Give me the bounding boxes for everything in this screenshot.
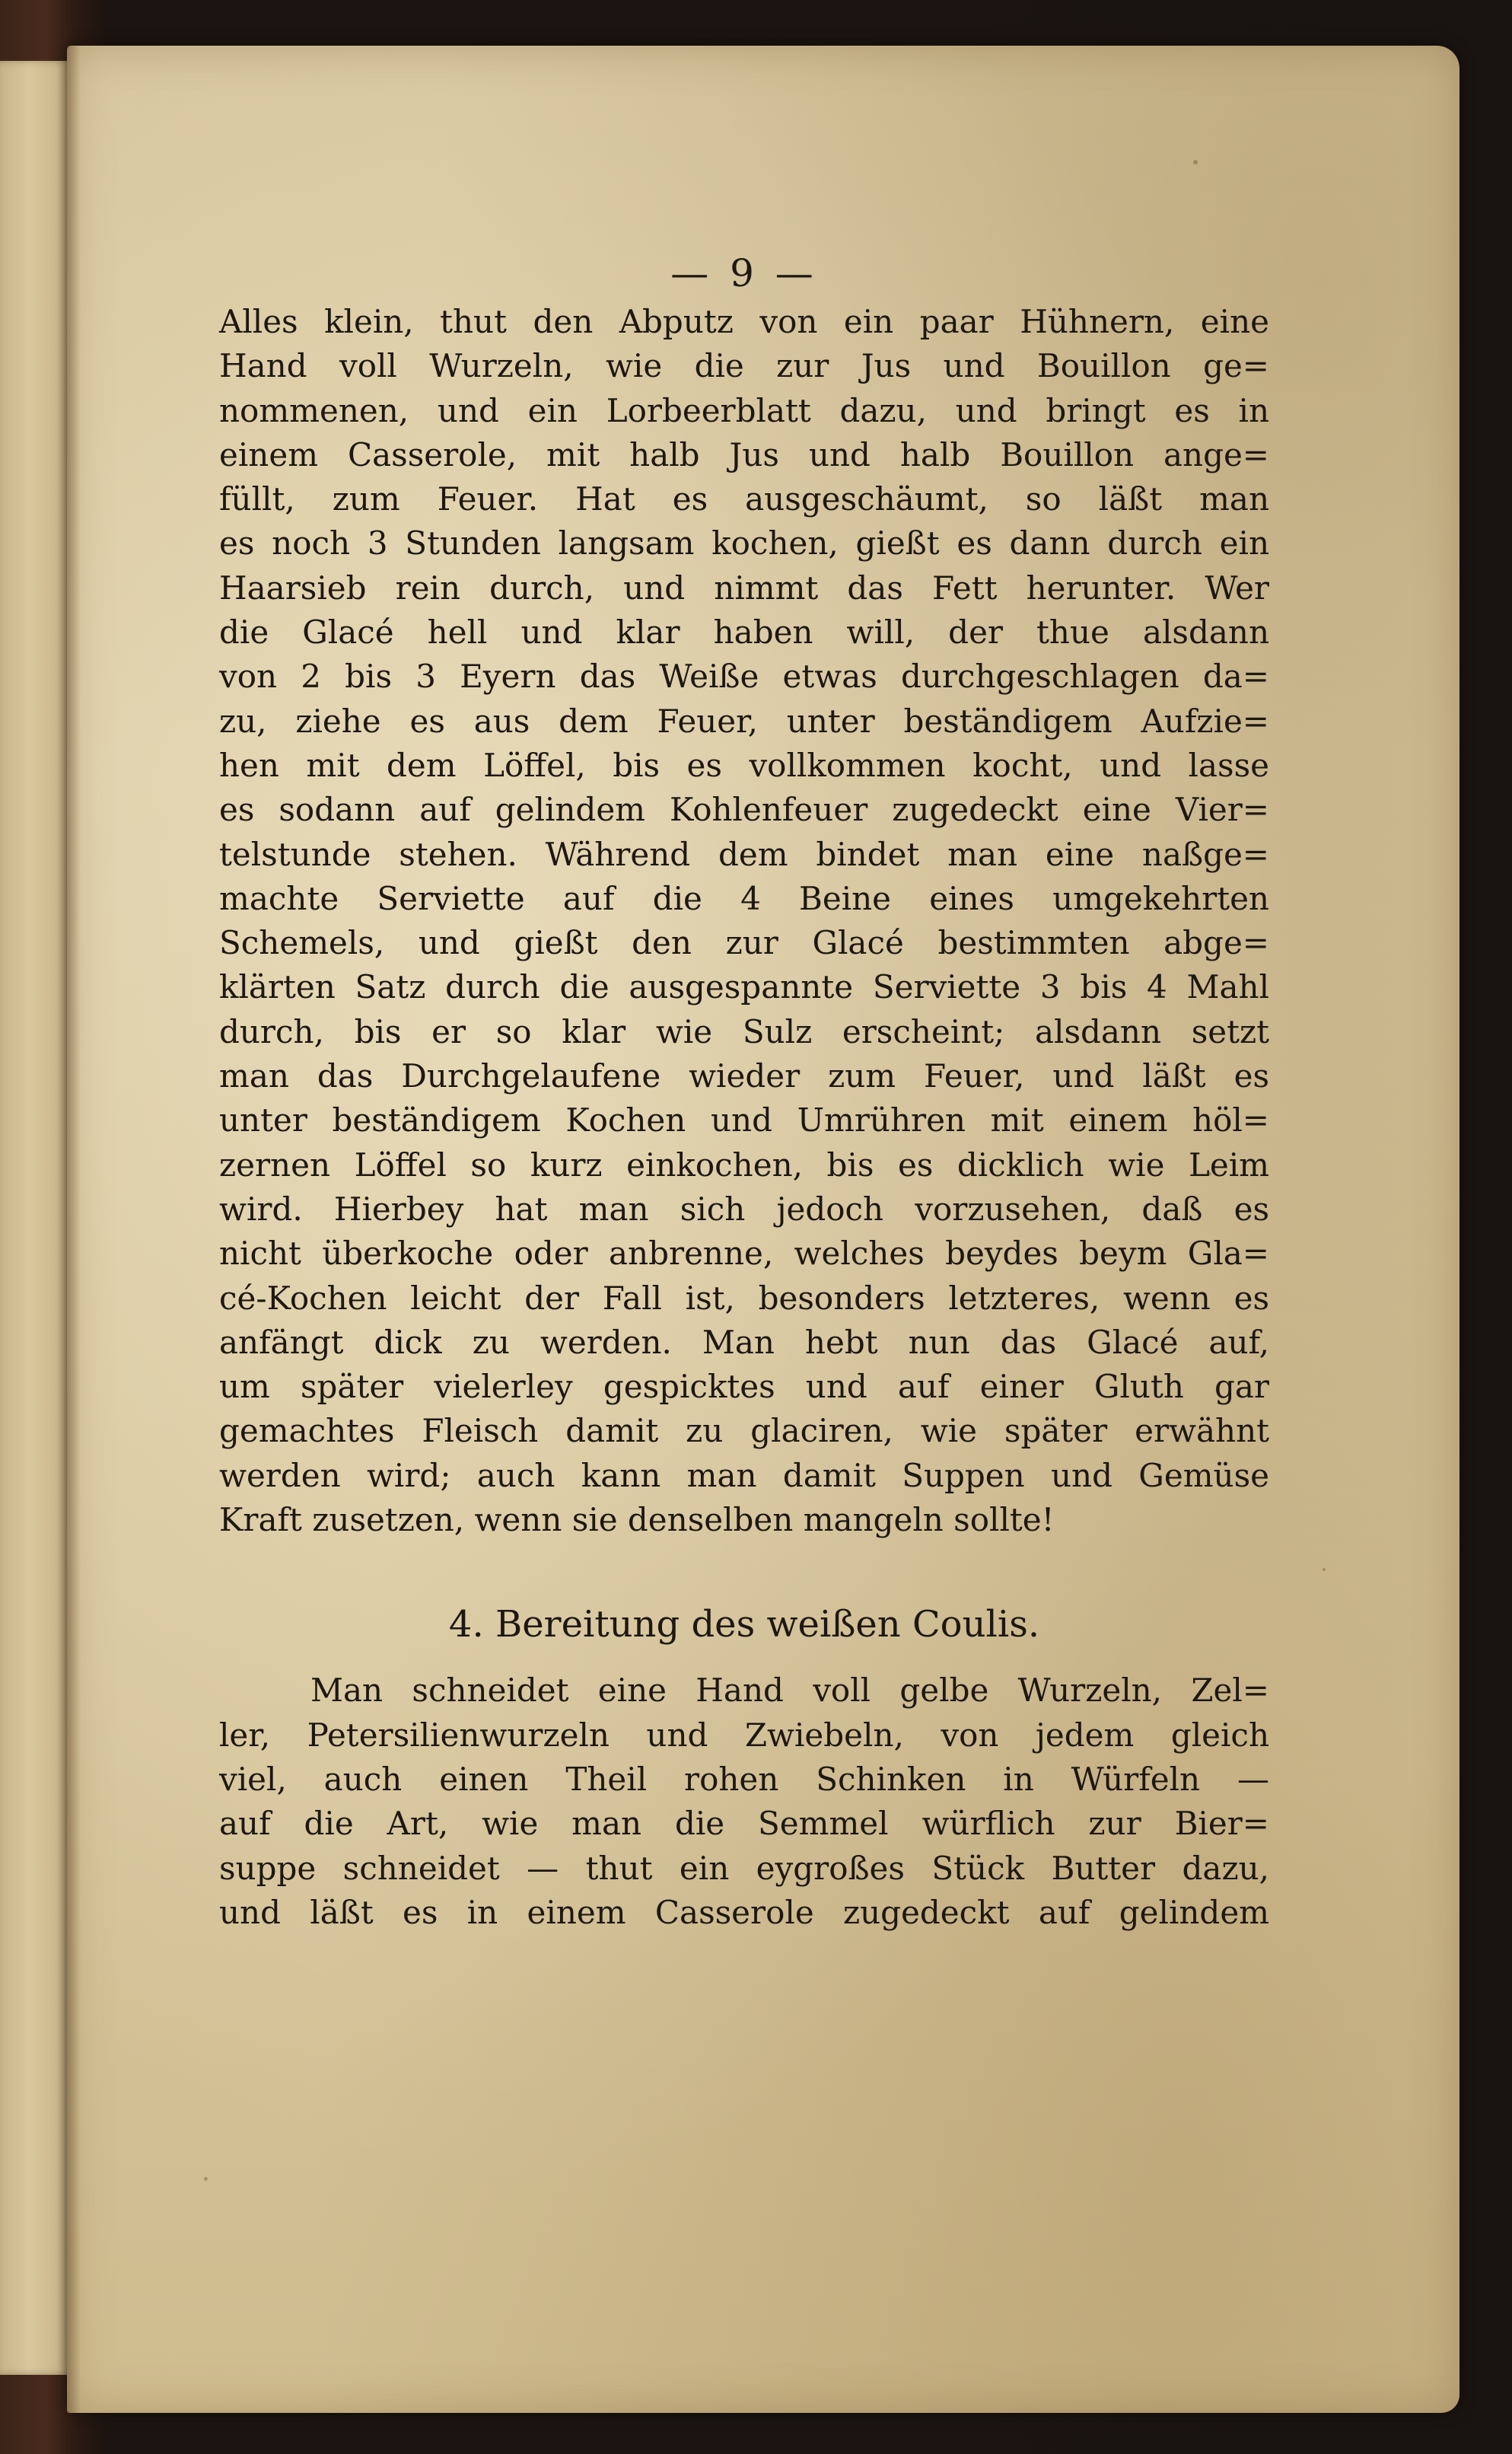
text-line: und läßt es in einem Casserole zugedeckt auf gelindem [219, 1893, 1269, 1931]
text-line: Man schneidet eine Hand voll gelbe Wurzeln, Zel= [310, 1672, 1269, 1710]
text-line: Kraft zusetzen, wenn sie denselben mangeln sollte! [219, 1501, 1055, 1539]
text-line: Hand voll Wurzeln, wie die zur Jus und Bouillon ge= [219, 347, 1269, 385]
text-line: ler, Petersilienwurzeln und Zwiebeln, von jedem gleich [219, 1716, 1269, 1754]
text-line: anfängt dick zu werden. Man hebt nun das Glacé auf, [219, 1323, 1269, 1361]
text-line: es sodann auf gelindem Kohlenfeuer zugedeckt eine Vier= [219, 791, 1269, 829]
section-heading: 4. Bereitung des weißen Coulis. [448, 1603, 1040, 1646]
text-line: man das Durchgelaufene wieder zum Feuer, und läßt es [219, 1057, 1269, 1095]
text-line: viel, auch einen Theil rohen Schinken in Würfeln — [219, 1760, 1269, 1798]
text-line: wird. Hierbey hat man sich jedoch vorzusehen, daß es [219, 1190, 1269, 1228]
book-page [67, 46, 1459, 2413]
paper-speck [1193, 160, 1198, 164]
text-line: durch, bis er so klar wie Sulz erscheint; alsdann setzt [219, 1012, 1269, 1050]
text-line: cé-Kochen leicht der Fall ist, besonders letzteres, wenn es [219, 1279, 1269, 1317]
text-line: nicht überkoche oder anbrenne, welches beydes beym Gla= [219, 1235, 1269, 1273]
paragraph-coulis [219, 1668, 1269, 1935]
text-line: füllt, zum Feuer. Hat es ausgeschäumt, so läßt man [219, 480, 1269, 518]
paper-speck [1323, 1568, 1326, 1571]
text-line: Alles klein, thut den Abputz von ein paar Hühnern, eine [219, 303, 1269, 340]
text-line: es noch 3 Stunden langsam kochen, gießt es dann durch ein [219, 524, 1269, 563]
paragraph-glace-continued [219, 300, 1269, 1542]
text-line: die Glacé hell und klar haben will, der thue alsdann [219, 614, 1269, 652]
text-line: klärten Satz durch die ausgespannte Serviette 3 bis 4 Mahl [219, 968, 1269, 1006]
text-line: hen mit dem Löffel, bis es vollkommen kocht, und lasse [219, 746, 1269, 784]
text-line: telstunde stehen. Während dem bindet man eine naßge= [219, 835, 1269, 873]
text-line: zu, ziehe es aus dem Feuer, unter beständigem Aufzie= [219, 702, 1269, 740]
paper-speck [204, 2177, 208, 2181]
text-line: nommenen, und ein Lorbeerblatt dazu, und bringt es in [219, 391, 1269, 429]
text-line: auf die Art, wie man die Semmel würflich zur Bier= [219, 1805, 1269, 1843]
text-line: einem Casserole, mit halb Jus und halb Bouillon ange= [219, 435, 1269, 473]
text-line: machte Serviette auf die 4 Beine eines umgekehrten [219, 879, 1269, 917]
text-line: gemachtes Fleisch damit zu glaciren, wie später erwähnt [219, 1412, 1269, 1450]
text-line: um später vielerley gespicktes und auf einer Gluth gar [219, 1368, 1269, 1406]
text-line: unter beständigem Kochen und Umrühren mit einem höl= [219, 1101, 1269, 1139]
text-line: von 2 bis 3 Eyern das Weiße etwas durchgeschlagen da= [219, 658, 1269, 696]
previous-page-edge [0, 61, 72, 2375]
text-line: Schemels, und gießt den zur Glacé bestimmten abge= [219, 924, 1269, 962]
text-line: suppe schneidet — thut ein eygroßes Stück Butter dazu, [219, 1849, 1269, 1887]
text-line: werden wird; auch kann man damit Suppen und Gemüse [219, 1456, 1269, 1494]
page-number: — 9 — [670, 251, 818, 295]
text-line: Haarsieb rein durch, und nimmt das Fett herunter. Wer [219, 569, 1269, 607]
text-line: zernen Löffel so kurz einkochen, bis es dicklich wie Leim [219, 1146, 1269, 1184]
page-content [219, 251, 1269, 1935]
